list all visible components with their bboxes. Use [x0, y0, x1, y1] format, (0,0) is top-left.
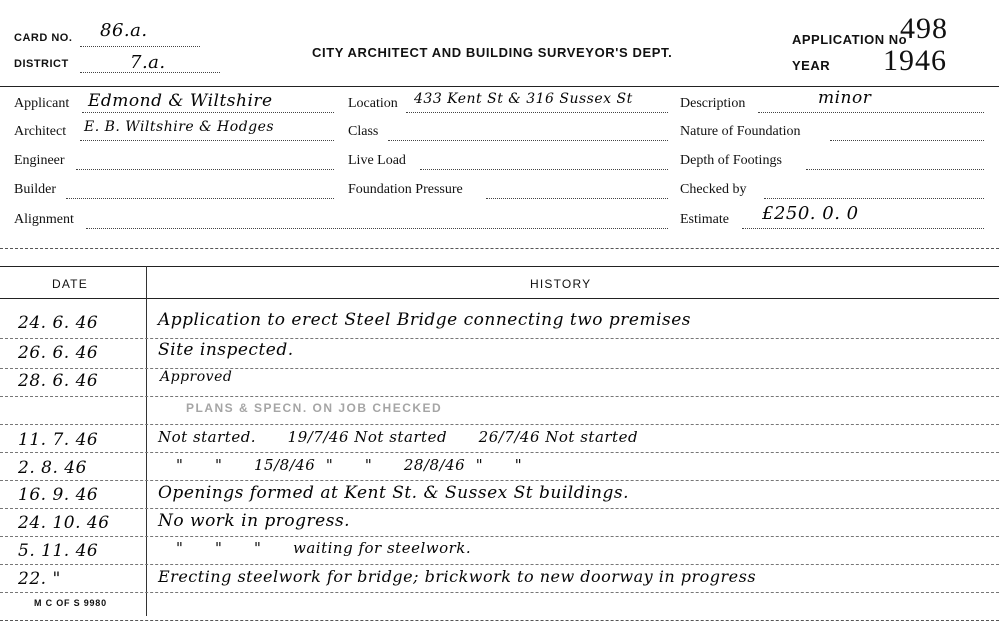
- district-label: DISTRICT: [14, 58, 69, 70]
- depth-line: [806, 169, 984, 170]
- foundation-pressure-label: Foundation Pressure: [348, 182, 463, 197]
- department-title: CITY ARCHITECT AND BUILDING SURVEYOR'S DEPT.: [312, 45, 673, 60]
- history-date: 16. 9. 46: [18, 485, 99, 505]
- history-entry: Openings formed at Kent St. & Sussex St buildings.: [158, 483, 629, 503]
- checked-label: Checked by: [680, 182, 747, 197]
- card-no-value: 86.a.: [100, 20, 148, 41]
- estimate-label: Estimate: [680, 212, 729, 227]
- nature-label: Nature of Foundation: [680, 124, 801, 139]
- history-date: 22. ": [18, 569, 61, 589]
- applicant-line: [82, 112, 334, 113]
- card-no-label: CARD NO.: [14, 32, 73, 44]
- row-line: [0, 338, 999, 339]
- history-date: 24. 10. 46: [18, 513, 110, 533]
- history-date: 11. 7. 46: [18, 430, 99, 450]
- application-number: 498: [900, 12, 948, 45]
- description-value: minor: [818, 88, 872, 108]
- history-date: 28. 6. 46: [18, 371, 99, 391]
- architect-value: E. B. Wiltshire & Hodges: [84, 119, 275, 135]
- builder-line: [66, 198, 334, 199]
- plans-checked-stamp: PLANS & SPECN. ON JOB CHECKED: [186, 401, 443, 415]
- history-entry: No work in progress.: [158, 511, 351, 531]
- architect-line: [80, 140, 334, 141]
- header-divider: [0, 86, 999, 87]
- location-label: Location: [348, 96, 398, 111]
- depth-label: Depth of Footings: [680, 153, 782, 168]
- row-line: [0, 368, 999, 369]
- district-value: 7.a.: [130, 52, 166, 73]
- history-entry: Erecting steelwork for bridge; brickwork to new doorway in progress: [158, 567, 757, 586]
- foundation-pressure-line: [486, 198, 668, 199]
- row-line: [0, 452, 999, 453]
- history-entry: " " 15/8/46 " " 28/8/46 " ": [176, 456, 523, 474]
- description-line: [758, 112, 984, 113]
- history-entry: Site inspected.: [158, 340, 294, 360]
- district-line: [80, 72, 220, 73]
- bottom-border: [0, 620, 999, 621]
- live-load-line: [420, 169, 668, 170]
- nature-line: [830, 140, 984, 141]
- history-date: 26. 6. 46: [18, 343, 99, 363]
- architect-label: Architect: [14, 124, 67, 139]
- history-date: 5. 11. 46: [18, 541, 99, 561]
- year-label: YEAR: [792, 58, 831, 73]
- row-line: [0, 480, 999, 481]
- application-label: APPLICATION No: [792, 32, 908, 47]
- alignment-label: Alignment: [14, 212, 74, 227]
- location-value: 433 Kent St & 316 Sussex St: [414, 91, 633, 107]
- form-code: M C OF S 9980: [34, 598, 107, 608]
- fields-divider: [0, 248, 999, 249]
- row-line: [0, 536, 999, 537]
- history-header: HISTORY: [530, 277, 592, 291]
- estimate-line: [742, 228, 984, 229]
- history-entry: Not started. 19/7/46 Not started 26/7/46 Not started: [158, 428, 639, 446]
- applicant-value: Edmond & Wiltshire: [88, 91, 273, 111]
- history-entry: Approved: [160, 369, 233, 385]
- engineer-line: [76, 169, 334, 170]
- year-value: 1946: [883, 44, 947, 77]
- row-line: [0, 424, 999, 425]
- history-date: 2. 8. 46: [18, 458, 87, 478]
- row-line: [0, 508, 999, 509]
- builder-label: Builder: [14, 182, 56, 197]
- row-line: [0, 396, 999, 397]
- date-header: DATE: [52, 277, 88, 291]
- engineer-label: Engineer: [14, 153, 65, 168]
- applicant-label: Applicant: [14, 96, 70, 111]
- row-line: [0, 592, 999, 593]
- history-top-border: [0, 266, 999, 267]
- estimate-value: £250. 0. 0: [762, 203, 859, 224]
- class-label: Class: [348, 124, 379, 139]
- alignment-line: [86, 228, 668, 229]
- row-line: [0, 564, 999, 565]
- history-entry: Application to erect Steel Bridge connecting two premises: [158, 310, 692, 330]
- description-label: Description: [680, 96, 746, 111]
- history-date: 24. 6. 46: [18, 313, 99, 333]
- history-entry: " " " waiting for steelwork.: [176, 539, 472, 557]
- class-line: [388, 140, 668, 141]
- live-load-label: Live Load: [348, 153, 406, 168]
- checked-line: [764, 198, 984, 199]
- location-line: [406, 112, 668, 113]
- card-no-line: [80, 46, 200, 47]
- history-header-divider: [0, 298, 999, 299]
